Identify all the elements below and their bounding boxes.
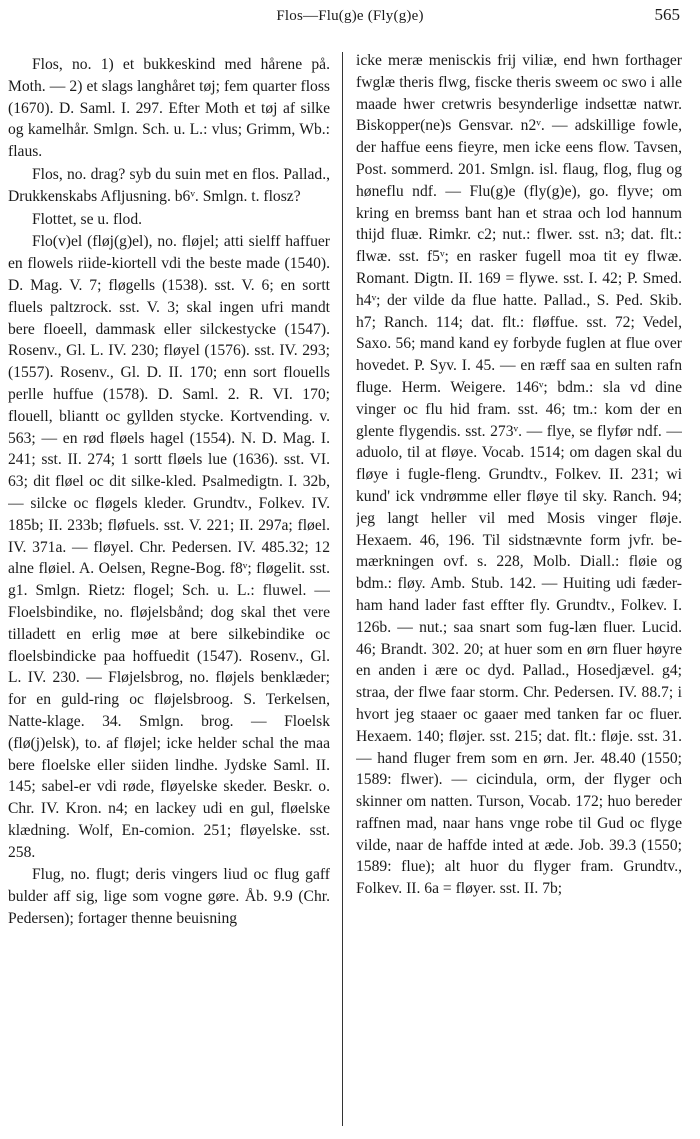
entry-flottet: Flottet, se u. flod. [32,210,143,228]
left-column [8,50,330,1130]
page-header [0,0,700,34]
entry-flovel: Flo(v)el (fløj(g)el), no. fløjel; atti sielff haffuer en flowels riide-kiortell vdi the beste made (1540). D. Mag. V. 7; fløgells (1538). sst. V. 6; en sortt fluels paltzrock. sst. V. 3; skal ingen ufri mandt bere floeell, dammask eller silckestycke (1547). Rosenv., Gl. L. IV. 230; fløyel (1576). sst. IV. 293; (1557). Rosenv., Gl. D. II. 170; enn sort flouells perlle huffue (1578). D. Saml. 2. R. VI. 170; flouell, bliantt oc gyllden stycke. Kortvending. v. 563; — en rød fløels hagel (1554). N. D. Mag. I. 241; sst. II. 274; 1 sortt fløels lue (1636). sst. VI. 63; dit fløel oc dit silke-kled. Psalmedigtn. I. 32b, — silcke oc fløgels kleder. Grundtv., Folkev. IV. 185b; II. 233b; fløfuels. sst. V. 221; II. 297a; fløel. IV. 371a. — fløyel. Chr. Pedersen. IV. 485.32; 12 alne fløiel. A. Oelsen, Regne-Bog. f8ᵛ; fløgelit. sst. g1. Smlgn. Rietz: flogel; Sch. u. L.: fluwel. — Floelsbindike, no. fløjelsbånd; dog skal thet vere tilladett en erlig møe at bere silkebindike oc floelsbindicke paa hoffuedit (1547). Rosenv., Gl. L. IV. 230. — Fløjelsbrog, no. fløjels benklæder; for en guld-ring oc fløjelsbroog. S. Terkelsen, Natte-klage. 34. Smlgn. brog. — Floelsk (flø(j)elsk), to. af fløjel; icke helder schal the maa bere floelske eller siiden lindhe. Jydske Saml. II. 145; sabel-er vdi røde, fløyelske skeder. Beskr. o. Chr. IV. Kron. n4; en lackey udi en gul, fløelske klædning. Wolf, En-comion. 251; fløyelske. sst. 258. [8,233,330,861]
running-head: Flos—Flu(g)e (Fly(g)e) [276,8,424,24]
column-divider [342,52,343,1126]
entry-flug: Flug, no. flugt; deris vingers liud oc flug gaff bulder aff sig, lige som vogne gøre. Åb. 9.9 (Chr. Pedersen); fortager thenne beuisning [8,866,330,928]
entry-flos-bukkeskind: Flos, no. 1) et bukkeskind med hårene på. Moth. — 2) et slags langhåret tøj; fem quarter floss (1670). D. Saml. I. 297. Efter Moth et tøj af silke og kamelhår. Smlgn. Sch. u. L.: vlus; Grimm, Wb.: flaus. [8,56,330,161]
page-number: 565 [654,5,680,24]
right-column [356,50,682,1130]
entry-flug-continued: icke meræ menisckis frij viliæ, end hwn forthager fwglæ theris flwg, fiscke theris sweem oc swo i alle maade hwer cretwris besynderlige indsettæ natwr. Biskopper(ne)s Gensvar. n2ᵛ. — adskillige fowle, der haffue eens fieyre, men icke eens flow. Tavsen, Post. sommerd. 201. Smlgn. isl. flaug, flog, flug og høneflu ndf. — Flu(g)e (fly(g)e), go. flyve; om kring en bremss bant han et straa och lod hannum thijd fluæ. Rimkr. c2; nut.: flwer. sst. n3; dat. flt.: flwæ. sst. f5ᵛ; en rasker fugell moa tit ey flwæ. Romant. Digtn. II. 169 = flywe. sst. I. 42; P. Smed. h4ᵛ; der vilde da flue hatte. Pallad., S. Ped. Skib. h7; Ranch. 114; dat. flt.: fløffue. sst. 72; Vedel, Saxo. 56; mand kand ey forbyde fuglen at flue over hovedet. P. Syv. I. 45. — en ræff saa en sulten rafn fluge. Herm. Weigere. 146ᵛ; bdm.: sla vd dine vinger oc flu hid fram. sst. 46; tm.: kom der en glente flygendis. sst. 273ᵛ. — flye, se flyfør ndf. — aduolo, til at fløye. Vocab. 1514; om dagen skal du fløye i fugle-fleng. Grundtv., Folkev. II. 231; wi kund' ick vndrømme eller fløye til sky. Ranch. 94; jeg langt heller vil med Mosis vinger fløje. Hexaem. 46, 196. Til sidstnævnte form jvfr. be-mærkningen ovf. s. 228, Molb. Diall.: fløie og bdm.: fløy. Amb. Stub. 142. — Huiting udi fæder-ham hand lader fast effter fly. Grundtv., Folkev. I. 126b. — nut.; saa snart som fug-læn fluer. Lucid. 46; Brandt. 302. 20; at huer som en ørn fluer høyre en anden i ære oc dyd. Pallad., Hosedjævel. g4; straa, der flwe faar storm. Chr. Pedersen. IV. 88.7; i hvort jeg staaer oc gaaer med tanken far oc fluer. Hexaem. 140; fløjer. sst. 215; dat. flt.: fløje. sst. 31. — hand fluger frem som en ørn. Jer. 48.40 (1550; 1589: flwer). — cicindula, orm, der flyger och skinner om natten. Turson, Vocab. 172; huo bereder raffnen mad, naar hans vnge robe til Gud oc flyge vilde, naar de haffde inted at æde. Job. 39.3 (1550; 1589: flue); alt huor du flyger fram. Grundtv., Folkev. II. 6a = fløyer. sst. II. 7b; [356,52,682,898]
entry-flos-drag: Flos, no. drag? syb du suin met en flos. Pallad., Drukkenskabs Afljusning. b6ᵛ. Smlgn. t. flosz? [8,165,330,205]
